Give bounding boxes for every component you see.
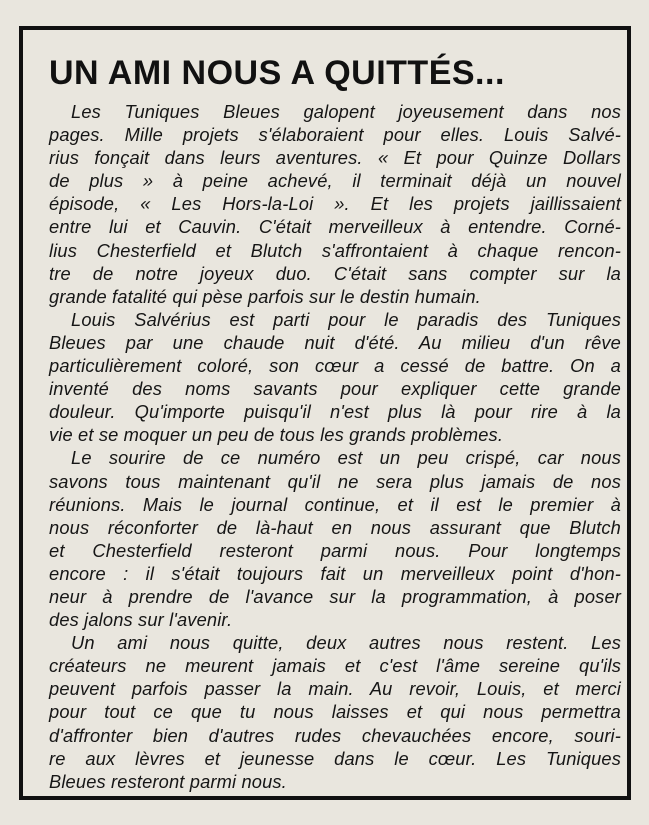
text-line: lius Chesterfield et Blutch s'affrontaient à chaque rencon- <box>49 239 621 261</box>
text-line: nous réconforter de là-haut en nous assurant que Blutch <box>49 516 621 538</box>
text-line: Bleues par une chaude nuit d'été. Au milieu d'un rêve <box>49 331 621 353</box>
text-line: créateurs ne meurent jamais et c'est l'âme sereine qu'ils <box>49 655 621 677</box>
text-line: pour tout ce que tu nous laisses et qui nous permettra <box>49 701 621 723</box>
text-line: Les Tuniques Bleues galopent joyeusement dans nos <box>71 101 621 122</box>
text-line: Le sourire de ce numéro est un peu crispé, car nous <box>71 447 621 469</box>
text-line: de plus » à peine achevé, il terminait déjà un nouvel <box>49 170 621 192</box>
text-line: d'affronter bien d'autres rudes chevauchées encore, souri- <box>49 724 621 746</box>
text-line: tre de notre joyeux duo. C'était sans compter sur la <box>49 262 621 284</box>
text-line: Louis Salvérius est parti pour le paradis des Tuniques <box>71 308 621 330</box>
text-line: encore : il s'était toujours fait un merveilleux point d'hon- <box>49 562 621 584</box>
article-frame <box>19 26 631 800</box>
text-line: peuvent parfois passer la main. Au revoir, Louis, et merci <box>49 678 621 700</box>
text-line: Un ami nous quitte, deux autres nous restent. Les <box>71 632 621 654</box>
text-line: Bleues resteront parmi nous. <box>49 770 287 792</box>
text-line: re aux lèvres et jeunesse dans le cœur. Les Tuniques <box>49 747 621 769</box>
text-line: neur à prendre de l'avance sur la programmation, à poser <box>49 585 621 607</box>
text-line: vie et se moquer un peu de tous les grands problèmes. <box>49 424 504 446</box>
text-line: épisode, « Les Hors-la-Loi ». Et les projets jaillissaient <box>49 193 621 215</box>
text-line: réunions. Mais le journal continue, et il est le premier à <box>49 493 621 515</box>
text-line: inventé des noms savants pour expliquer cette grande <box>49 378 621 400</box>
text-line: entre lui et Cauvin. C'était merveilleux à entendre. Corné- <box>49 216 621 238</box>
article-title: UN AMI NOUS A QUITTÉS... <box>49 54 505 92</box>
article-body <box>49 100 621 793</box>
text-line: douleur. Qu'importe puisqu'il n'est plus là pour rire à la <box>49 401 621 423</box>
text-line: des jalons sur l'avenir. <box>49 609 233 631</box>
text-line: rius fonçait dans leurs aventures. « Et pour Quinze Dollars <box>49 147 621 169</box>
text-line: savons tous maintenant qu'il ne sera plus jamais de nos <box>49 470 621 492</box>
text-line: particulièrement coloré, son cœur a cessé de battre. On a <box>49 355 621 377</box>
text-line: et Chesterfield resteront parmi nous. Pour longtemps <box>49 539 621 561</box>
text-line: pages. Mille projets s'élaboraient pour elles. Louis Salvé- <box>49 124 621 146</box>
text-line: grande fatalité qui pèse parfois sur le destin humain. <box>49 285 481 307</box>
